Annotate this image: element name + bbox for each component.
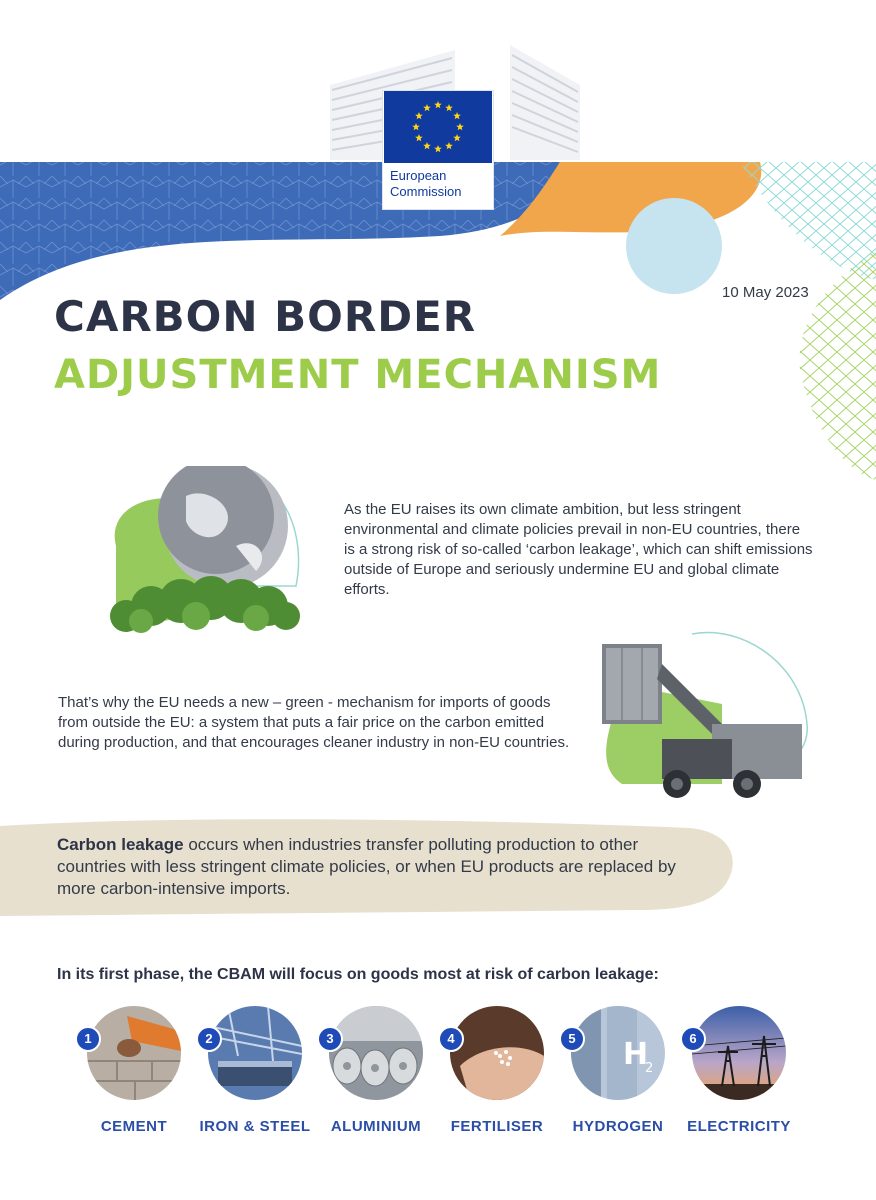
good-aluminium — [314, 1006, 434, 1136]
eu-star-icon — [445, 142, 453, 149]
eu-star-icon — [434, 101, 442, 108]
european-commission-logo — [382, 90, 494, 210]
eu-star-icon — [453, 112, 461, 119]
good-label: ELECTRICITY — [687, 1118, 791, 1135]
good-number: 5 — [559, 1026, 585, 1052]
header-decoration — [0, 0, 876, 480]
good-number: 4 — [438, 1026, 464, 1052]
eu-star-icon — [412, 123, 420, 130]
good-number: 2 — [196, 1026, 222, 1052]
good-electricity — [677, 1006, 797, 1136]
goods-heading: In its first phase, the CBAM will focus on goods most at risk of carbon leakage: — [57, 966, 659, 983]
good-number: 1 — [75, 1026, 101, 1052]
good-fertiliser — [435, 1006, 555, 1136]
eu-star-icon — [415, 112, 423, 119]
leakage-definition-text: occurs when industries transfer polluting production to other countries with less stringent climate policies, or when EU products are replaced by more carbon-intensive imports. — [57, 835, 676, 898]
good-number: 3 — [317, 1026, 343, 1052]
title-line-1: CARBON BORDER — [54, 292, 477, 341]
cement-icon — [87, 1006, 181, 1100]
publication-date: 10 May 2023 — [722, 284, 809, 301]
earth-forest-illustration — [96, 466, 306, 646]
good-label: FERTILISER — [450, 1118, 544, 1135]
aluminium-icon — [329, 1006, 423, 1100]
good-label: CEMENT — [100, 1118, 168, 1135]
hydrogen-icon — [571, 1006, 665, 1100]
container-loader-illustration — [582, 624, 814, 804]
good-label: IRON & STEEL — [199, 1118, 311, 1135]
title-line-2: ADJUSTMENT MECHANISM — [54, 352, 662, 398]
eu-star-icon — [456, 123, 464, 130]
eu-star-icon — [445, 104, 453, 111]
electricity-icon — [692, 1006, 786, 1100]
eu-star-icon — [434, 145, 442, 152]
svg-text:2: 2 — [645, 1061, 654, 1076]
leakage-definition — [57, 834, 707, 900]
intro-paragraph: As the EU raises its own climate ambition, but less stringent environmental and climate policies prevail in non-EU countries, there is a strong risk of so-called ‘carbon leakage’, which can shift emissions outside of Europe and seriously undermine EU and global climate efforts. — [344, 501, 813, 598]
good-cement — [72, 1006, 192, 1136]
svg-text:H: H — [623, 1037, 649, 1072]
iron-steel-icon — [208, 1006, 302, 1100]
eu-flag-icon — [384, 91, 492, 163]
leakage-term: Carbon leakage — [57, 835, 184, 854]
green-leaf-net — [800, 250, 876, 480]
good-iron-steel — [193, 1006, 313, 1136]
good-number: 6 — [680, 1026, 706, 1052]
logo-text: European Commission — [390, 168, 462, 199]
teal-leaf-net — [740, 162, 876, 280]
eu-star-icon — [453, 134, 461, 141]
mechanism-paragraph: That’s why the EU needs a new – green - mechanism for imports of goods from outside the EU: a system that puts a fair price on the carbon emitted during production, and that encourages cleaner industry in non-EU countries. — [58, 694, 570, 751]
eu-star-icon — [423, 142, 431, 149]
fertiliser-icon — [450, 1006, 544, 1100]
eu-star-icon — [423, 104, 431, 111]
good-label: ALUMINIUM — [330, 1118, 422, 1135]
good-label: HYDROGEN — [572, 1118, 664, 1135]
eu-star-icon — [415, 134, 423, 141]
eu-stars-icon — [384, 91, 492, 163]
light-blue-circle — [626, 198, 722, 294]
good-hydrogen — [556, 1006, 676, 1136]
